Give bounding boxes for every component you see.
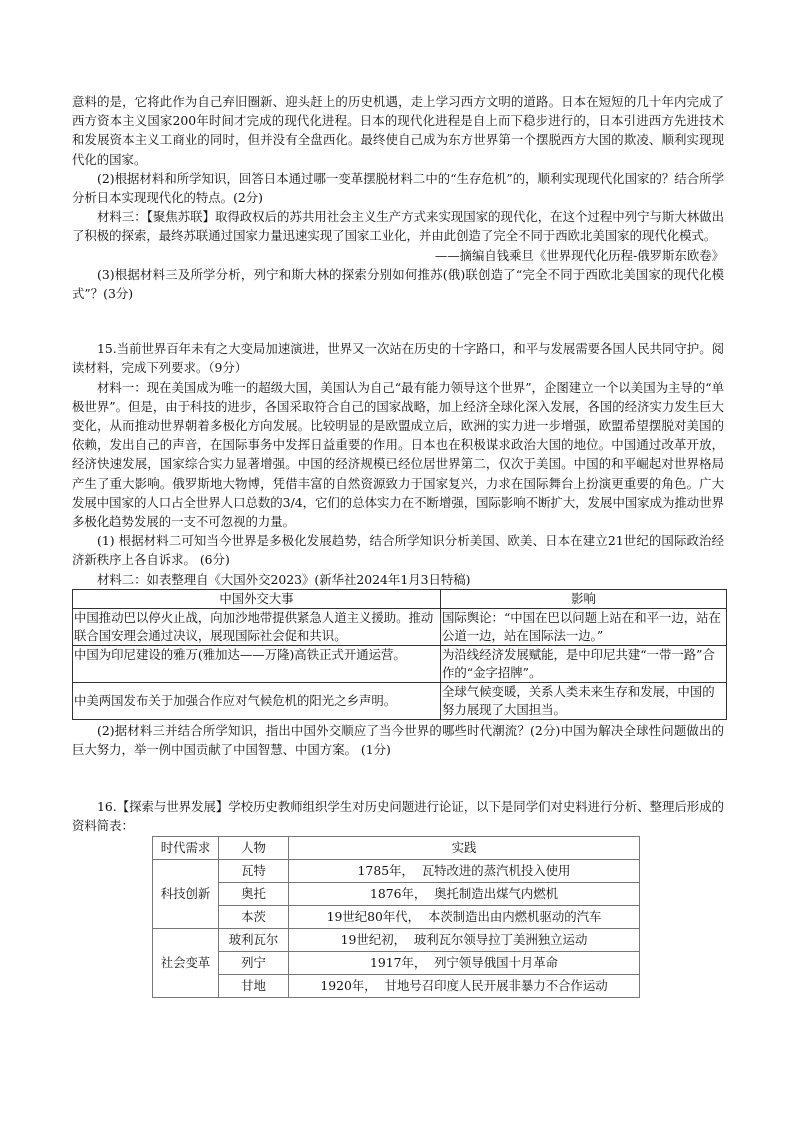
table-cell: 全球气候变暖，关系人类未来生存和发展，中国的努力展现了大国担当。 [441,682,727,719]
practice-cell: 1917年， 列宁领导俄国十月革命 [289,951,640,974]
era-need-cell: 社会变革 [153,928,219,997]
person-cell: 玻利瓦尔 [219,928,289,951]
table-header: 影响 [441,589,727,608]
table-header: 实践 [289,836,640,859]
intro-paragraph: 意料的是，它将此作为自己弃旧圈新、迎头赶上的历史机遇，走上学习西方文明的道路。日本在短短的几十年内完成了西方资本主义国家200年时间才完成的现代化进程。日本的现代化进程是自上而下稳步进行的，日本引进西方先进技术和发展资本主义工商业的同时，但并没有全盘西化。最终使自己成为东方世界第一个摆脱西方大国的欺凌、顺利实现现代化的国家。 [72,94,724,167]
table-cell: 中国推动巴以停火止战，向加沙地带提供紧急人道主义援助。推动联合国安理会通过决议，展现国际社会促和共识。 [73,608,441,645]
table-row [153,882,640,905]
history-figures-table [152,836,640,998]
table-cell: 中国为印尼建设的雅万(雅加达——万隆)高铁正式开通运营。 [73,645,441,682]
material-3: 材料三：【聚焦苏联】取得政权后的苏共用社会主义生产方式来实现国家的现代化，在这个过程中列宁与斯大林做出了积极的探索，最终苏联通过国家力量迅速实现了国家工业化，并由此创造了完全不同于西欧北美国家的现代化模式。 [72,209,724,244]
era-need-cell: 科技创新 [153,859,219,928]
q15-material-1: 材料一：现在美国成为唯一的超级大国，美国认为自己“最有能力领导这个世界”，企图建立一个以美国为主导的“单极世界”。但是，由于科技的进步，各国采取符合自己的国家战略，加上经济全球化深入发展，各国的经济实力发生巨大变化，从而推动世界朝着多极化方向发展。比较明显的是欧盟成立后，欧洲的实力进一步增强，欧盟希望摆脱对美国的依赖，发出自己的声音，在国际事务中发挥日益重要的作用。日本也在积极谋求政治大国的地位。中国通过改革开放，经济快速发展，国家综合实力显著增强。中国的经济规模已经位居世界第二，仅次于美国。中国的和平崛起对世界格局产生了重大影响。俄罗斯地大物博，凭借丰富的自然资源致力于国家复兴，力求在国际舞台上扮演更重要的角色。广大发展中国家的人口占全世界人口总数的3/4，它们的总体实力在不断增强，国际影响不断扩大，发展中国家成为推动世界多极化趋势发展的一支不可忽视的力量。 [72,379,724,530]
practice-cell: 1920年， 甘地号召印度人民开展非暴力不合作运动 [289,974,640,997]
table-row [153,974,640,997]
diplomacy-table [72,589,727,720]
practice-cell: 1876年， 奥托制造出煤气内燃机 [289,882,640,905]
practice-cell: 19世纪80年代， 本茨制造出由内燃机驱动的汽车 [289,905,640,928]
table-header: 中国外交大事 [73,589,441,608]
table-row [73,645,727,682]
q15-question-1: (1) 根据材料二可知当今世界是多极化发展趋势，结合所学知识分析美国、欧美、日本在建立21世纪的国际政治经济新秩序上各自诉求。 (6分) [72,533,724,568]
table-header: 时代需求 [153,836,219,859]
question-2-japan: (2)根据材料和所学知识，回答日本通过哪一变革摆脱材料二中的“生存危机”的，顺利实现现代化国家的？结合所学分析日本实现现代化的特点。(2分) [72,170,724,206]
table-row [153,928,640,951]
exam-page [72,92,724,998]
material-3-source: ——摘编自钱乘旦《世界现代化历程-俄罗斯东欧卷》 [434,247,724,263]
table-row [73,608,727,645]
person-cell: 甘地 [219,974,289,997]
table-row [153,859,640,882]
q16-stem: 16.【探索与世界发展】学校历史教师组织学生对历史问题进行论证，以下是同学们对史料进行分析、整理后形成的资料简表： [72,799,724,834]
person-cell: 列宁 [219,951,289,974]
table-header: 人物 [219,836,289,859]
person-cell: 本茨 [219,905,289,928]
person-cell: 奥托 [219,882,289,905]
table-row [153,905,640,928]
q15-stem: 15.当前世界百年未有之大变局加速演进，世界又一次站在历史的十字路口，和平与发展需要各国人民共同守护。阅读材料，完成下列要求。（9分） [72,341,724,376]
table-cell: 国际舆论：“中国在巴以问题上站在和平一边，站在公道一边，站在国际法一边。” [441,608,727,645]
table-row [73,682,727,719]
q15-question-2: (2)据材料三并结合所学知识，指出中国外交顺应了当今世界的哪些时代潮流？(2分)中国为解决全球性问题做出的巨大努力，举一例中国贡献了中国智慧、中国方案。 (1分) [72,722,724,758]
table-cell: 为沿线经济发展赋能，是中印尼共建“一带一路”合作的“金字招牌”。 [441,645,727,682]
practice-cell: 19世纪初， 玻利瓦尔领导拉丁美洲独立运动 [289,928,640,951]
practice-cell: 1785年， 瓦特改进的蒸汽机投入使用 [289,859,640,882]
table-row [153,951,640,974]
person-cell: 瓦特 [219,859,289,882]
question-3-soviet: (3)根据材料三及所学分析，列宁和斯大林的探索分别如何推苏(俄)联创造了“完全不同于西欧北美国家的现代化模式”？(3分) [72,266,724,302]
table-cell: 中美两国发布关于加强合作应对气候危机的阳光之乡声明。 [73,682,441,719]
q15-material-2: 材料二：如表整理自《大国外交2023》(新华社2024年1月3日特稿) [97,571,471,587]
